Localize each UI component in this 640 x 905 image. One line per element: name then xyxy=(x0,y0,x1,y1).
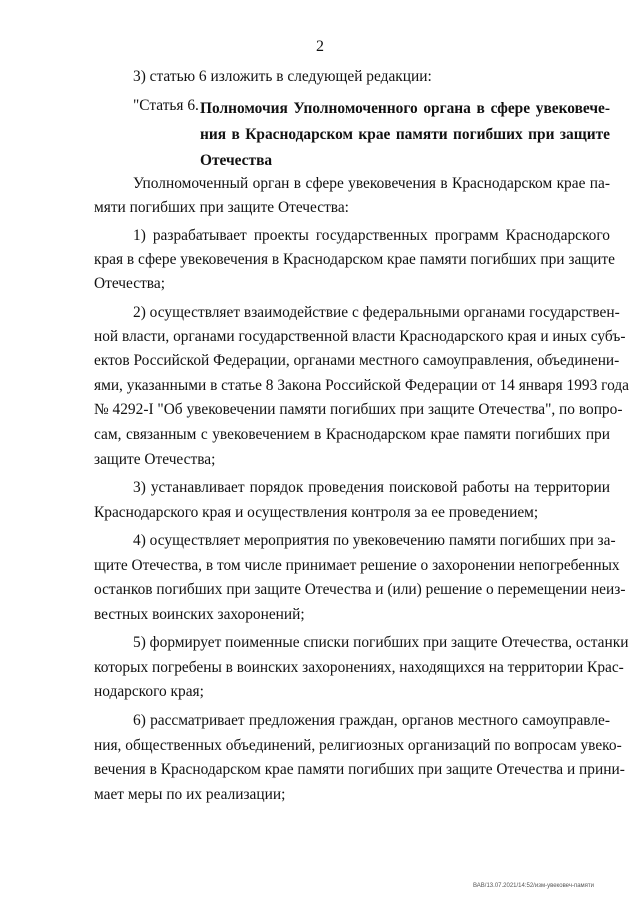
paragraph-line: мяти погибших при защите Отечества: xyxy=(94,199,349,216)
footer-document-code: ВАВ/13.07.2021/14:52/изм-увековеч-памяти xyxy=(473,883,595,889)
amendment-intro: 3) статью 6 изложить в следующей редакции: xyxy=(133,68,432,85)
article-title xyxy=(200,96,610,174)
paragraph-line: вестных воинских захоронений; xyxy=(94,606,305,623)
paragraph-4-first-line: 4) осуществляет мероприятия по увековечению памяти погибших при за- xyxy=(133,532,616,549)
paragraph-1-first-line: 1) разрабатывает проекты государственных программ Краснодарского xyxy=(133,227,610,244)
paragraph-line: Отечества; xyxy=(94,275,165,292)
paragraph-line: которых погребены в воинских захоронениях, находящихся на территории Крас- xyxy=(94,659,624,676)
paragraph-line: останков погибших при защите Отечества и (или) решение о перемещении неиз- xyxy=(94,581,626,598)
paragraph-5-first-line: 5) формирует поименные списки погибших при защите Отечества, останки xyxy=(133,634,629,651)
article-title-line: Полномочия Уполномоченного органа в сфере увековече- xyxy=(200,100,610,117)
paragraph-line: сам, связанным с увековечением в Краснодарском крае памяти погибших при xyxy=(94,426,610,443)
paragraph-line: № 4292-I "Об увековечении памяти погибших при защите Отечества", по вопро- xyxy=(94,401,623,418)
paragraph-intro-first-line: Уполномоченный орган в сфере увековечения в Краснодарском крае па- xyxy=(133,175,610,192)
paragraph-line: защите Отечества; xyxy=(94,451,216,468)
paragraph-line: ектов Российской Федерации, органами местного самоуправления, объединени- xyxy=(94,352,620,369)
paragraph-line: ями, указанными в статье 8 Закона Российской Федерации от 14 января 1993 года xyxy=(94,377,630,394)
article-label: "Статья 6. xyxy=(133,97,199,114)
paragraph-line: Краснодарского края и осуществления контроля за ее проведением; xyxy=(94,504,539,521)
article-title-line: ния в Краснодарском крае памяти погибших при защите xyxy=(200,126,610,143)
paragraph-line: мает меры по их реализации; xyxy=(94,786,286,803)
paragraph-6-first-line: 6) рассматривает предложения граждан, органов местного самоуправле- xyxy=(133,712,610,729)
paragraph-line: щите Отечества, в том числе принимает решение о захоронении непогребенных xyxy=(94,557,620,574)
paragraph-2-first-line: 2) осуществляет взаимодействие с федеральными органами государствен- xyxy=(133,304,620,321)
paragraph-line: края в сфере увековечения в Краснодарском крае памяти погибших при защите xyxy=(94,251,615,268)
paragraph-line: нодарского края; xyxy=(94,683,204,700)
paragraph-line: вечения в Краснодарском крае памяти погибших при защите Отечества и прини- xyxy=(94,761,625,778)
paragraph-line: ной власти, органами государственной власти Краснодарского края и иных субъ- xyxy=(94,328,626,345)
article-title-line: Отечества xyxy=(200,152,273,169)
paragraph-line: ния, общественных объединений, религиозных организаций по вопросам увеко- xyxy=(94,737,622,754)
paragraph-3-first-line: 3) устанавливает порядок проведения поисковой работы на территории xyxy=(133,479,610,496)
page-number: 2 xyxy=(316,38,324,55)
